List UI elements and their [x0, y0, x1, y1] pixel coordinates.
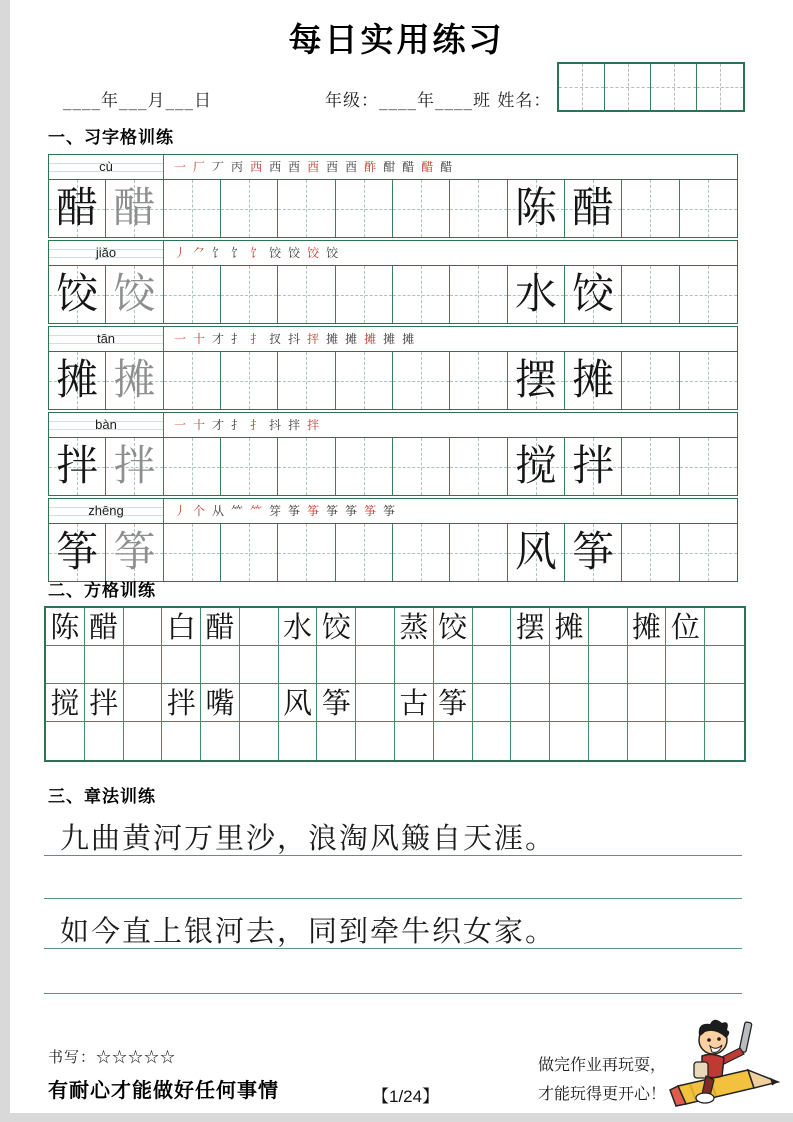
writing-cell[interactable] — [85, 646, 124, 684]
printed-character: 摊 — [56, 355, 99, 404]
stroke-step-glyph: 西 — [250, 160, 263, 174]
character-cell — [49, 266, 106, 323]
writing-cell[interactable] — [221, 438, 278, 495]
writing-cell[interactable] — [124, 608, 163, 646]
writing-cell[interactable] — [240, 684, 279, 722]
page-edge-left — [0, 0, 10, 1122]
writing-cell[interactable] — [164, 438, 221, 495]
square-grid — [44, 606, 746, 762]
writing-cell[interactable] — [336, 180, 393, 237]
stroke-step-glyph: 酉 — [326, 160, 339, 174]
word-character-cell: 饺 — [434, 608, 473, 646]
name-grid-cell[interactable] — [605, 64, 651, 110]
trace-character: 摊 — [113, 355, 156, 404]
stroke-step-glyph: 筝 — [364, 504, 377, 518]
stroke-step-glyph: 饣 — [231, 246, 244, 260]
printed-character: 饺 — [56, 269, 99, 318]
character-cell — [565, 524, 622, 581]
writing-cell[interactable] — [473, 684, 512, 722]
character-cell[interactable] — [106, 180, 163, 237]
writing-cell[interactable] — [450, 266, 507, 323]
writing-cell[interactable] — [201, 722, 240, 760]
practice-block-拌 — [48, 412, 738, 496]
footer-motto: 有耐心才能做好任何事情 — [48, 1080, 279, 1102]
stroke-step-glyph: 饺 — [288, 246, 301, 260]
writing-cell[interactable] — [622, 266, 679, 323]
stroke-step-glyph: 饺 — [307, 246, 320, 260]
stroke-step-glyph: 饣 — [212, 246, 225, 260]
stroke-step-glyph: 摊 — [364, 332, 377, 346]
writing-cell[interactable] — [705, 646, 744, 684]
printed-character: 搅 — [514, 441, 557, 490]
character-cell[interactable] — [106, 524, 163, 581]
writing-line-1 — [44, 855, 742, 856]
trace-character: 饺 — [113, 269, 156, 318]
writing-cell[interactable] — [221, 266, 278, 323]
writing-line-2[interactable] — [44, 898, 742, 899]
writing-cell[interactable] — [705, 722, 744, 760]
stroke-step-glyph: 酢 — [364, 160, 377, 174]
writing-cell[interactable] — [221, 180, 278, 237]
stroke-step-glyph: 丆 — [212, 160, 225, 174]
stroke-step-glyph: 抖 — [288, 332, 301, 346]
stroke-step-glyph: 筝 — [307, 504, 320, 518]
writing-cell[interactable] — [680, 524, 737, 581]
writing-cell[interactable] — [124, 722, 163, 760]
pinyin-box — [49, 413, 164, 437]
copy-sentence-2: 如今直上银河去，同到牵牛织女家。 — [60, 914, 557, 948]
stroke-step-glyph: 个 — [193, 504, 206, 518]
writing-cell[interactable] — [622, 524, 679, 581]
stroke-step-glyph: 拌 — [288, 418, 301, 432]
stroke-step-glyph: 筝 — [326, 504, 339, 518]
character-cell — [508, 524, 565, 581]
practice-blocks — [48, 154, 738, 584]
printed-character: 拌 — [56, 441, 99, 490]
name-grid-cell[interactable] — [651, 64, 697, 110]
writing-cell[interactable] — [279, 646, 318, 684]
name-grid-cell[interactable] — [559, 64, 605, 110]
pencil-icon — [670, 1070, 778, 1106]
stroke-step-glyph: 西 — [269, 160, 282, 174]
trace-character: 筝 — [113, 527, 156, 576]
stroke-order-sequence — [164, 499, 737, 523]
word-character-cell: 位 — [666, 608, 705, 646]
writing-cell[interactable] — [434, 646, 473, 684]
writing-cell[interactable] — [680, 266, 737, 323]
section-2-heading: 二、方格训练 — [48, 581, 156, 600]
stroke-step-glyph: 扌 — [250, 418, 263, 432]
pinyin-label: bàn — [95, 417, 117, 432]
stroke-step-glyph: 摊 — [326, 332, 339, 346]
printed-character: 醋 — [56, 183, 99, 232]
pinyin-label: jiǎo — [95, 245, 117, 260]
word-character-cell: 搅 — [46, 684, 85, 722]
stroke-step-glyph: 丿 — [174, 504, 187, 518]
word-character-cell: 古 — [395, 684, 434, 722]
stroke-step-glyph: ⺈ — [193, 246, 206, 260]
writing-cell[interactable] — [201, 646, 240, 684]
writing-cell[interactable] — [511, 684, 550, 722]
character-cell — [565, 352, 622, 409]
writing-cell[interactable] — [680, 352, 737, 409]
word-character-cell: 风 — [279, 684, 318, 722]
stroke-step-glyph: 丿 — [174, 246, 187, 260]
printed-character: 筝 — [572, 527, 615, 576]
footer-reminder-line-1: 做完作业再玩耍， — [538, 1055, 667, 1074]
printed-character: 醋 — [572, 183, 615, 232]
writing-cell[interactable] — [393, 266, 450, 323]
copy-sentence-1: 九曲黄河万里沙，浪淘风簸自天涯。 — [60, 821, 557, 855]
footer-reminder — [538, 1050, 666, 1108]
writing-cell[interactable] — [356, 608, 395, 646]
word-character-cell: 摊 — [628, 608, 667, 646]
stroke-step-glyph: 拌 — [307, 418, 320, 432]
stroke-step-glyph: 才 — [212, 418, 225, 432]
practice-block-筝 — [48, 498, 738, 582]
writing-line-4[interactable] — [44, 993, 742, 994]
writing-cell[interactable] — [622, 438, 679, 495]
writing-cell[interactable] — [393, 438, 450, 495]
writing-cell[interactable] — [666, 646, 705, 684]
writing-cell[interactable] — [240, 608, 279, 646]
writing-cell[interactable] — [124, 684, 163, 722]
printed-character: 筝 — [56, 527, 99, 576]
stroke-order-sequence — [164, 327, 737, 351]
writing-cell[interactable] — [550, 684, 589, 722]
grade-name-blank[interactable]: 年级：____年____班 姓名： — [325, 91, 552, 111]
character-cell — [508, 352, 565, 409]
section-3-heading: 三、章法训练 — [48, 787, 156, 806]
stroke-step-glyph: ⺮ — [231, 504, 244, 518]
writing-cell[interactable] — [622, 352, 679, 409]
stroke-step-glyph: 酉 — [288, 160, 301, 174]
character-cell — [49, 180, 106, 237]
date-blank[interactable]: ____年___月___日 — [63, 91, 212, 111]
writing-cell[interactable] — [666, 722, 705, 760]
word-character-cell: 筝 — [317, 684, 356, 722]
stroke-step-glyph: 一 — [174, 418, 187, 432]
character-cell[interactable] — [106, 352, 163, 409]
writing-cell[interactable] — [221, 352, 278, 409]
handwriting-rating-stars: 书写：☆☆☆☆☆ — [48, 1048, 177, 1066]
writing-cell[interactable] — [278, 266, 335, 323]
page-number: 【1/24】 — [372, 1087, 440, 1106]
stroke-step-glyph: 酉 — [345, 160, 358, 174]
stroke-step-glyph: 筝 — [288, 504, 301, 518]
word-character-cell: 醋 — [85, 608, 124, 646]
writing-cell[interactable] — [162, 646, 201, 684]
word-character-cell: 白 — [162, 608, 201, 646]
writing-cell[interactable] — [450, 524, 507, 581]
printed-character: 拌 — [572, 441, 615, 490]
writing-cell[interactable] — [473, 646, 512, 684]
stroke-step-glyph: 十 — [193, 418, 206, 432]
stroke-step-glyph: 醋 — [421, 160, 434, 174]
word-character-cell: 拌 — [162, 684, 201, 722]
character-cell — [508, 266, 565, 323]
writing-cell[interactable] — [589, 684, 628, 722]
stroke-step-glyph: 丙 — [231, 160, 244, 174]
stroke-step-glyph: 饺 — [326, 246, 339, 260]
writing-cell[interactable] — [628, 646, 667, 684]
writing-cell[interactable] — [395, 646, 434, 684]
writing-cell[interactable] — [336, 524, 393, 581]
stroke-step-glyph: 醋 — [440, 160, 453, 174]
writing-cell[interactable] — [434, 722, 473, 760]
stroke-step-glyph: 筝 — [345, 504, 358, 518]
writing-cell[interactable] — [164, 180, 221, 237]
writing-cell[interactable] — [356, 684, 395, 722]
writing-line-3 — [44, 948, 742, 949]
writing-cell[interactable] — [393, 524, 450, 581]
writing-cell[interactable] — [473, 608, 512, 646]
printed-character: 水 — [514, 269, 557, 318]
name-grid-cell[interactable] — [697, 64, 743, 110]
writing-cell[interactable] — [393, 180, 450, 237]
section-1-heading: 一、习字格训练 — [48, 128, 174, 147]
writing-cell[interactable] — [450, 438, 507, 495]
stroke-step-glyph: 酉 — [307, 160, 320, 174]
printed-character: 摊 — [572, 355, 615, 404]
writing-cell[interactable] — [278, 180, 335, 237]
printed-character: 摆 — [514, 355, 557, 404]
practice-block-醋 — [48, 154, 738, 238]
writing-cell[interactable] — [279, 722, 318, 760]
writing-cell[interactable] — [162, 722, 201, 760]
writing-cell[interactable] — [240, 646, 279, 684]
writing-cell[interactable] — [511, 646, 550, 684]
writing-cell[interactable] — [628, 684, 667, 722]
trace-character: 醋 — [113, 183, 156, 232]
writing-cell[interactable] — [317, 722, 356, 760]
pinyin-box — [49, 499, 164, 523]
stroke-step-glyph: 摊 — [345, 332, 358, 346]
word-character-cell: 陈 — [46, 608, 85, 646]
printed-character: 陈 — [514, 183, 557, 232]
stroke-step-glyph: 扌 — [231, 332, 244, 346]
mascot-boy-on-pencil-illustration — [650, 1014, 790, 1116]
writing-cell[interactable] — [164, 352, 221, 409]
pinyin-label: cù — [99, 159, 113, 174]
writing-cell[interactable] — [589, 608, 628, 646]
stroke-step-glyph: 饣 — [250, 246, 263, 260]
writing-cell[interactable] — [628, 722, 667, 760]
trace-character: 拌 — [113, 441, 156, 490]
stroke-step-glyph: 扌 — [231, 418, 244, 432]
character-cell — [49, 524, 106, 581]
writing-cell[interactable] — [589, 646, 628, 684]
footer-reminder-line-2: 才能玩得更开心！ — [538, 1084, 667, 1103]
stroke-step-glyph: 醋 — [402, 160, 415, 174]
stroke-step-glyph: 抖 — [269, 418, 282, 432]
writing-cell[interactable] — [278, 524, 335, 581]
writing-cell[interactable] — [46, 646, 85, 684]
writing-cell[interactable] — [356, 646, 395, 684]
stroke-step-glyph: 才 — [212, 332, 225, 346]
writing-cell[interactable] — [680, 438, 737, 495]
stroke-step-glyph: 十 — [193, 332, 206, 346]
word-character-cell: 饺 — [317, 608, 356, 646]
stroke-step-glyph: 摊 — [383, 332, 396, 346]
pinyin-box — [49, 155, 164, 179]
writing-cell[interactable] — [336, 352, 393, 409]
character-cell — [508, 438, 565, 495]
writing-cell[interactable] — [240, 722, 279, 760]
name-grid — [557, 62, 745, 112]
character-cell[interactable] — [106, 438, 163, 495]
stroke-step-glyph: 筝 — [383, 504, 396, 518]
stroke-step-glyph: 一 — [174, 160, 187, 174]
page-title: 每日实用练习 — [288, 21, 505, 58]
stroke-step-glyph: 摊 — [402, 332, 415, 346]
stroke-step-glyph: 扌 — [250, 332, 263, 346]
character-cell — [508, 180, 565, 237]
writing-cell[interactable] — [622, 180, 679, 237]
character-cell — [565, 180, 622, 237]
stroke-step-glyph: 从 — [212, 504, 225, 518]
writing-cell[interactable] — [124, 646, 163, 684]
practice-block-摊 — [48, 326, 738, 410]
word-character-cell: 拌 — [85, 684, 124, 722]
pinyin-box — [49, 327, 164, 351]
writing-cell[interactable] — [473, 722, 512, 760]
writing-cell[interactable] — [589, 722, 628, 760]
stroke-step-glyph: 笌 — [269, 504, 282, 518]
printed-character: 饺 — [572, 269, 615, 318]
character-cell — [565, 266, 622, 323]
character-cell — [565, 438, 622, 495]
character-cell — [49, 438, 106, 495]
pinyin-label: tān — [96, 331, 116, 346]
character-cell — [49, 352, 106, 409]
writing-cell[interactable] — [705, 608, 744, 646]
writing-cell[interactable] — [550, 646, 589, 684]
stroke-step-glyph: 厂 — [193, 160, 206, 174]
word-character-cell: 蒸 — [395, 608, 434, 646]
writing-cell[interactable] — [395, 722, 434, 760]
writing-cell[interactable] — [450, 352, 507, 409]
stroke-step-glyph: 酣 — [383, 160, 396, 174]
pinyin-box — [49, 241, 164, 265]
writing-cell[interactable] — [46, 722, 85, 760]
writing-cell[interactable] — [278, 438, 335, 495]
pinyin-label: zhēng — [88, 503, 124, 518]
word-character-cell: 嘴 — [201, 684, 240, 722]
stroke-step-glyph: 抨 — [307, 332, 320, 346]
stroke-order-sequence — [164, 413, 737, 437]
practice-block-饺 — [48, 240, 738, 324]
stroke-order-sequence — [164, 241, 737, 265]
writing-cell[interactable] — [705, 684, 744, 722]
writing-cell[interactable] — [356, 722, 395, 760]
writing-cell[interactable] — [317, 646, 356, 684]
writing-cell[interactable] — [511, 722, 550, 760]
printed-character: 风 — [514, 527, 557, 576]
writing-cell[interactable] — [221, 524, 278, 581]
word-character-cell: 醋 — [201, 608, 240, 646]
writing-cell[interactable] — [85, 722, 124, 760]
writing-cell[interactable] — [336, 266, 393, 323]
writing-cell[interactable] — [550, 722, 589, 760]
stroke-step-glyph: 扠 — [269, 332, 282, 346]
stroke-step-glyph: 饺 — [269, 246, 282, 260]
writing-cell[interactable] — [164, 266, 221, 323]
character-cell[interactable] — [106, 266, 163, 323]
writing-cell[interactable] — [278, 352, 335, 409]
stroke-order-sequence — [164, 155, 737, 179]
writing-cell[interactable] — [666, 684, 705, 722]
writing-cell[interactable] — [336, 438, 393, 495]
stroke-step-glyph: 一 — [174, 332, 187, 346]
writing-cell[interactable] — [450, 180, 507, 237]
word-character-cell: 水 — [279, 608, 318, 646]
word-character-cell: 筝 — [434, 684, 473, 722]
stroke-step-glyph: ⺮ — [250, 504, 263, 518]
word-character-cell: 摆 — [511, 608, 550, 646]
writing-cell[interactable] — [393, 352, 450, 409]
word-character-cell: 摊 — [550, 608, 589, 646]
writing-cell[interactable] — [680, 180, 737, 237]
writing-cell[interactable] — [164, 524, 221, 581]
